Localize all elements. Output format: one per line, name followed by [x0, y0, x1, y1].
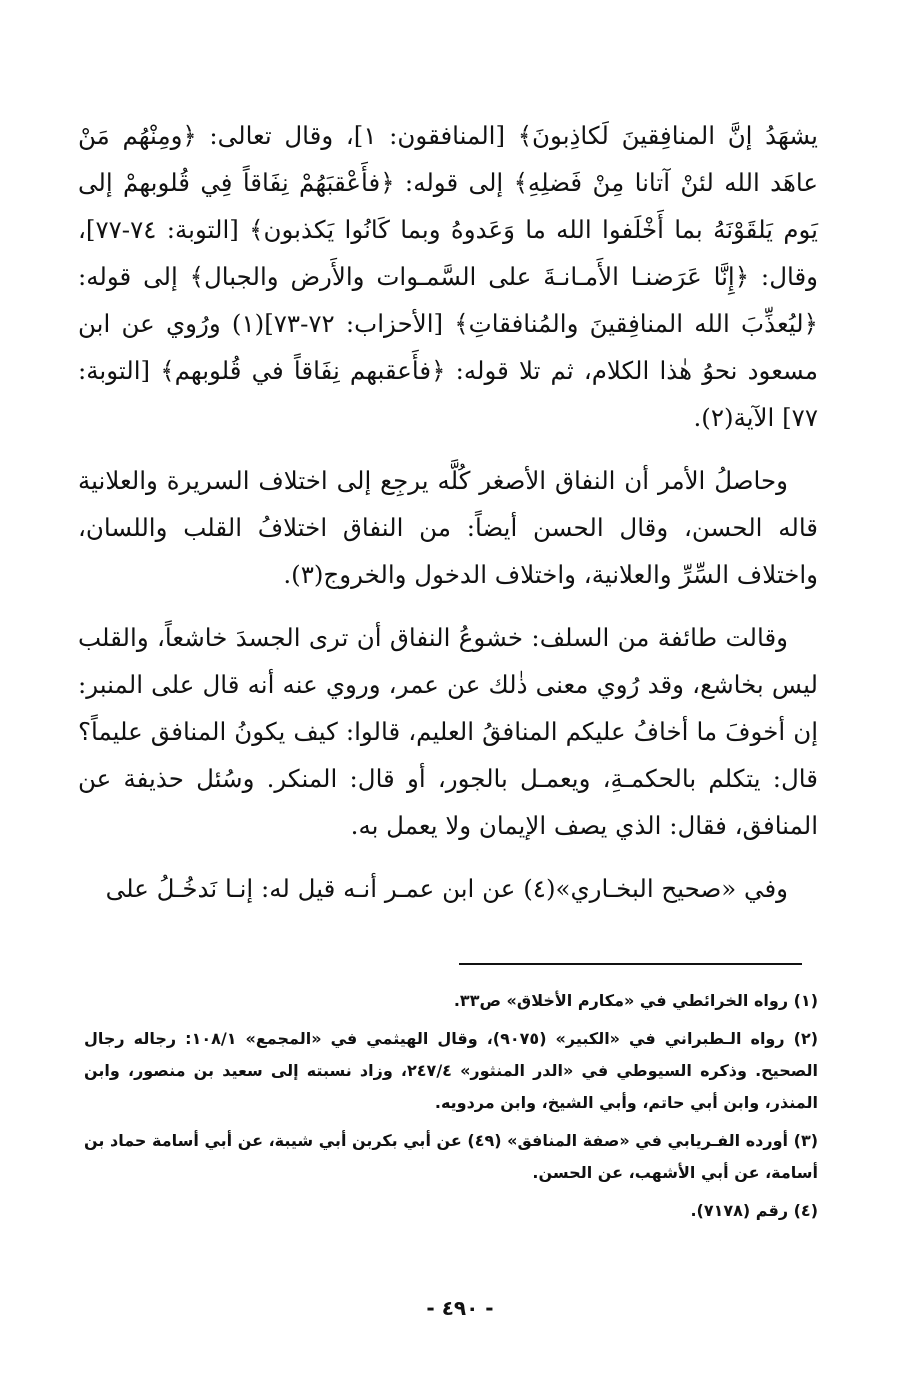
footnote: (٢) رواه الـطبراني في «الكبير» (٩٠٧٥)، وقال الهيثمي في «المجمع» ١٠٨/١: رجاله رجال الصحيح. وذكره السيوطي في «الدر المنثور» ٢٤٧/٤، وزاد نسبته إلى سعيد بن منصور، وابن المنذر، وابن أبي حاتم، وأبي الشيخ، وابن مردويه.	[84, 1029, 819, 1112]
footnote: (١) رواه الخرائطي في «مكارم الأخلاق» ص٣٣.	[453, 991, 818, 1010]
paragraph: يشهَدُ إنَّ المنافِقينَ لَكاذِبونَ﴾ [المنافقون: ١]، وقال تعالى: ﴿ومِنْهُم مَنْ عاهَد الله لئنْ آتانا مِنْ فَضلِهِ﴾ إلى قوله: ﴿فأَعْقبَهُمْ نِفَاقاً فِي قُلوبهمْ إلى يَوم يَلقَوْنَهُ بما أَخْلَفوا الله ما وَعَدوهُ وبما كَانُوا يَكذبون﴾ [التوبة: ٧٤-٧٧]، وقال: ﴿إِنَّا عَرَضنـا الأَمـانـةَ على السَّمـوات والأَرض والجبال﴾ إلى قوله: ﴿ليُعذِّبَ الله المنافِقينَ والمُنافقاتِ﴾ [الأحزاب: ٧٢-٧٣](١) ورُوي عن ابن مسعود نحوُ هٰذا الكلام، ثم تلا قوله: ﴿فأَعقبهم نِفَاقاً في قُلوبهم﴾ [التوبة: ٧٧] الآية(٢).	[78, 121, 818, 432]
paragraph: وقالت طائفة من السلف: خشوعُ النفاق أن ترى الجسدَ خاشعاً، والقلب ليس بخاشع، وقد رُوي معنى ذٰلك عن عمر، وروي عنه أنه قال على المنبر: إن أخوفَ ما أخافُ عليكم المنافقُ العليم، قالوا: كيف يكونُ المنافق عليماً؟ قال: يتكلم بالحكمـةِ، ويعمـل بالجور، أو قال: المنكر. وسُئل حذيفة عن المنافق، فقال: الذي يصف الإيمان ولا يعمل به.	[78, 623, 818, 840]
main-text	[78, 112, 818, 912]
footnote: (٤) رقم (٧١٧٨).	[690, 1201, 818, 1220]
page-number: - ٤٩٠ -	[426, 1296, 494, 1320]
paragraph: وحاصلُ الأمر أن النفاق الأصغر كُلَّه يرجِع إلى اختلاف السريرة والعلانية قاله الحسن، وقال الحسن أيضاً: من النفاق اختلافُ القلب واللسان، واختلاف السِّرِّ والعلانية، واختلاف الدخول والخروج(٣).	[78, 466, 818, 589]
footnote: (٣) أورده الفـريابي في «صفة المنافق» (٤٩) عن أبي بكربن أبي شيبة، عن أبي أسامة حماد بن أسامة، عن أبي الأشهب، عن الحسن.	[84, 1131, 819, 1182]
paragraph: وفي «صحيح البخـاري»(٤) عن ابن عمـر أنـه قيل له: إنـا نَدخُـلُ على	[105, 874, 788, 903]
page-body	[78, 112, 818, 928]
footnote-divider	[459, 963, 802, 965]
footnotes	[84, 985, 818, 1233]
